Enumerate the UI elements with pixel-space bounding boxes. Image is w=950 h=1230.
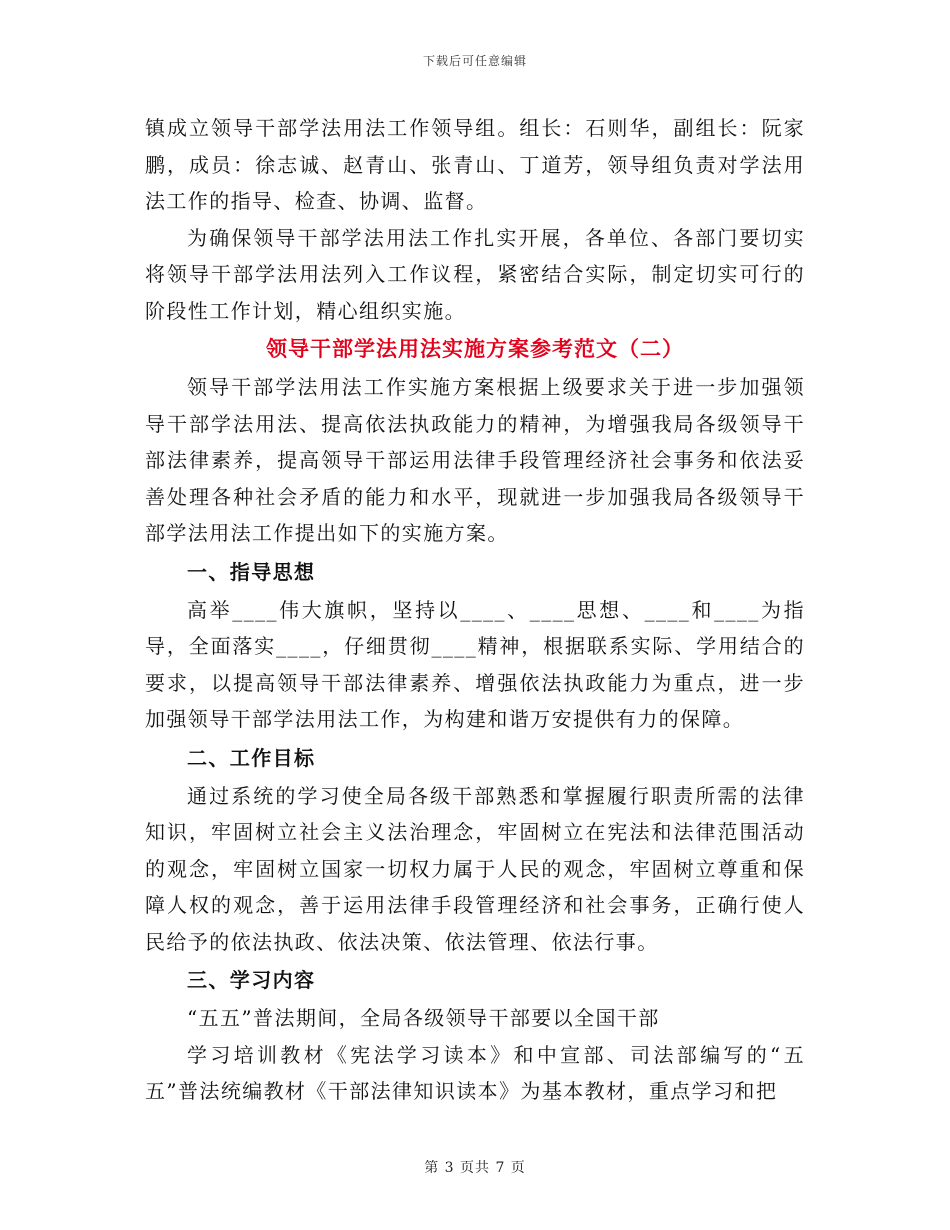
paragraph-leadership-group: 镇成立领导干部学法用法工作领导组。组长：石则华，副组长：阮家鹏，成员：徐志诚、赵青山、张青山、丁道芳，领导组负责对学法用法工作的指导、检查、协调、监督。 (145, 116, 805, 213)
paragraph-implementation: 为确保领导干部学法用法工作扎实开展，各单位、各部门要切实将领导干部学法用法列入工作议程，紧密结合实际，制定切实可行的阶段性工作计划，精心组织实施。 (145, 225, 805, 323)
heading-work-goals: 二、工作目标 (187, 745, 316, 770)
paragraph-study-content-2: 学习培训教材《宪法学习读本》和中宣部、司法部编写的“五五”普法统编教材《干部法律知识读本》为基本教材，重点学习和把 (145, 1042, 805, 1103)
paragraph-study-content-1: “五五”普法期间，全局各级领导干部要以全国干部 (187, 1006, 660, 1030)
document-body (145, 110, 805, 1110)
heading-guiding-thought: 一、指导思想 (187, 559, 316, 584)
paragraph-intro: 领导干部学法用法工作实施方案根据上级要求关于进一步加强领导干部学法用法、提高依法执政能力的精神，为增强我局各级领导干部法律素养，提高领导干部运用法律手段管理经济社会事务和依法妥善处理各种社会矛盾的能力和水平，现就进一步加强我局各级领导干部学法用法工作提出如下的实施方案。 (145, 375, 805, 545)
page-footer: 第 3 页共 7 页 (424, 1160, 526, 1176)
page-header: 下载后可任意编辑 (422, 54, 527, 68)
section-title: 领导干部学法用法实施方案参考范文（二） (266, 336, 684, 361)
heading-study-content: 三、学习内容 (187, 968, 316, 992)
paragraph-guiding-thought: 高举____伟大旗帜，坚持以____、____思想、____和____为指导，全面落实____，仔细贯彻____精神，根据联系实际、学用结合的要求，以提高领导干部法律素养、增强依法执政能力为重点，进一步加强领导干部学法用法工作，为构建和谐万安提供有力的保障。 (145, 597, 805, 731)
paragraph-work-goals: 通过系统的学习使全局各级干部熟悉和掌握履行职责所需的法律知识，牢固树立社会主义法治理念，牢固树立在宪法和法律范围活动的观念，牢固树立国家一切权力属于人民的观念，牢固树立尊重和保障人权的观念，善于运用法律手段管理经济和社会事务，正确行使人民给予的依法执政、依法决策、依法管理、依法行事。 (145, 783, 805, 954)
